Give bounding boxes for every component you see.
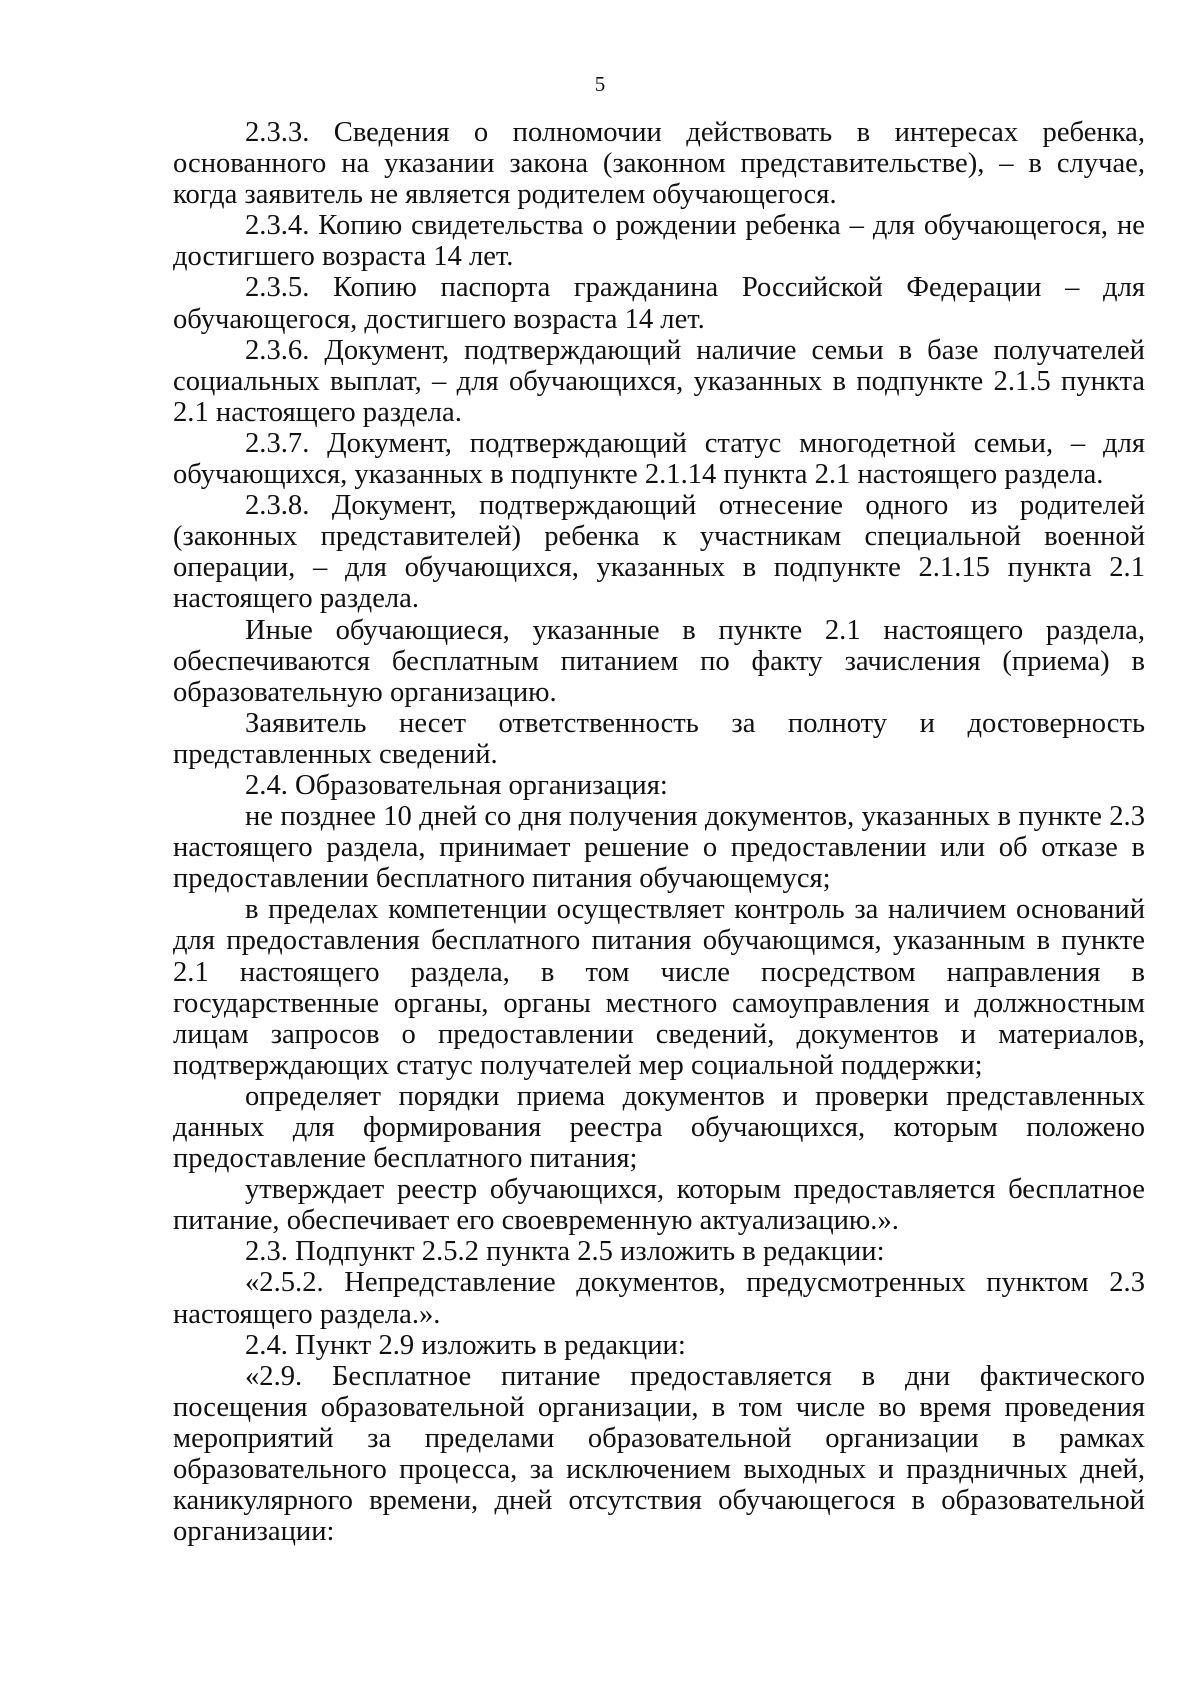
paragraph-2-3-4: 2.3.4. Копию свидетельства о рождении ребенка – для обучающегося, не достигшего возраста 14 лет.	[173, 210, 1145, 273]
paragraph-2-3-3: 2.3.3. Сведения о полномочии действовать в интересах ребенка, основанного на указании закона (законном представительстве), – в случае, когда заявитель не является родителем обучающегося.	[173, 117, 1145, 211]
paragraph-2-5-2-text: «2.5.2. Непредставление документов, предусмотренных пунктом 2.3 настоящего раздела.».	[173, 1267, 1145, 1330]
paragraph-competence-control: в пределах компетенции осуществляет контроль за наличием оснований для предоставления бесплатного питания обучающимся, указанным в пункте 2.1 настоящего раздела, в том числе посредством направления в государственные органы, органы местного самоуправления и должностным лицам запросов о предоставлении сведений, документов и материалов, подтверждающих статус получателей мер социальной поддержки;	[173, 894, 1145, 1081]
paragraph-decision-deadline: не позднее 10 дней со дня получения документов, указанных в пункте 2.3 настоящего раздела, принимает решение о предоставлении или об отказе в предоставлении бесплатного питания обучающемуся;	[173, 801, 1145, 895]
paragraph-2-3-8: 2.3.8. Документ, подтверждающий отнесение одного из родителей (законных представителей) ребенка к участникам специальной военной операции, – для обучающихся, указанных в подпункте 2.1.15 пункта 2.1 настоящего раздела.	[173, 490, 1145, 615]
paragraph-2-9-text: «2.9. Бесплатное питание предоставляется в дни фактического посещения образовательной организации, в том числе во время проведения мероприятий за пределами образовательной организации в рамках образовательного процесса, за исключением выходных и праздничных дней, каникулярного времени, дней отсутствия обучающегося в образовательной организации:	[173, 1360, 1145, 1548]
paragraph-other-students: Иные обучающиеся, указанные в пункте 2.1 настоящего раздела, обеспечиваются бесплатным питанием по факту зачисления (приема) в образовательную организацию.	[173, 614, 1145, 708]
paragraph-2-4-heading: 2.4. Образовательная организация:	[245, 769, 668, 801]
page-number: 5	[594, 72, 606, 96]
paragraph-2-3-7: 2.3.7. Документ, подтверждающий статус многодетной семьи, – для обучающихся, указанных в подпункте 2.1.14 пункта 2.1 настоящего раздела.	[173, 427, 1145, 491]
paragraph-2-3-5: 2.3.5. Копию паспорта гражданина Российской Федерации – для обучающегося, достигшего возраста 14 лет.	[173, 272, 1145, 335]
document-body	[173, 117, 1145, 1547]
paragraph-2-3-6: 2.3.6. Документ, подтверждающий наличие семьи в базе получателей социальных выплат, – для обучающихся, указанных в подпункте 2.1.5 пункта 2.1 настоящего раздела.	[173, 334, 1145, 428]
paragraph-amendment-2-5-2: 2.3. Подпункт 2.5.2 пункта 2.5 изложить в редакции:	[245, 1236, 885, 1268]
paragraph-amendment-2-9: 2.4. Пункт 2.9 изложить в редакции:	[245, 1329, 686, 1361]
paragraph-procedures: определяет порядки приема документов и проверки представленных данных для формирования реестра обучающихся, которым положено предоставление бесплатного питания;	[173, 1080, 1145, 1175]
paragraph-registry: утверждает реестр обучающихся, которым предоставляется бесплатное питание, обеспечивает его своевременную актуализацию.».	[173, 1174, 1145, 1237]
paragraph-applicant-responsibility: Заявитель несет ответственность за полноту и достоверность представленных сведений.	[173, 707, 1145, 770]
